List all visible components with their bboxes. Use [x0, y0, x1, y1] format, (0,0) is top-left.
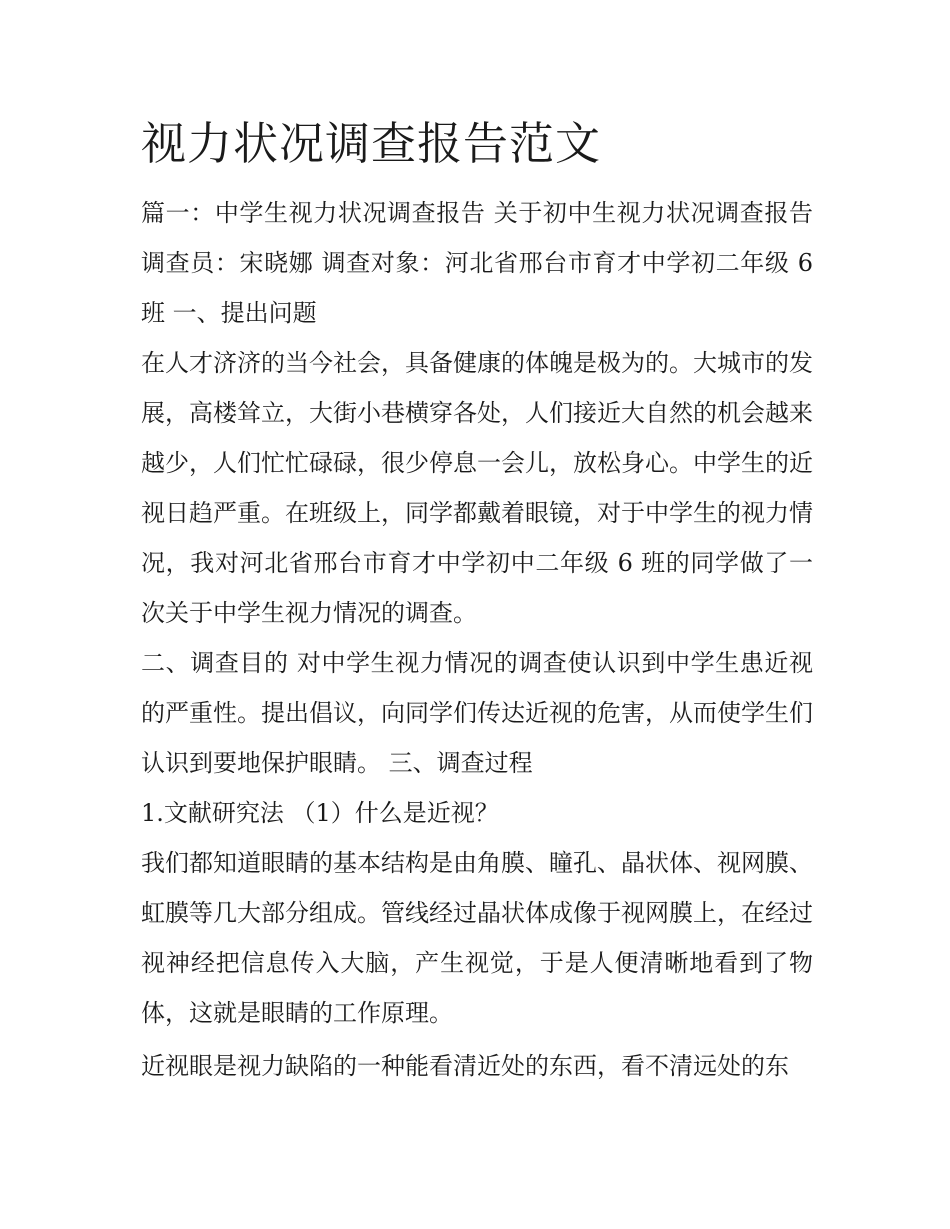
paragraph-myopia: 近视眼是视力缺陷的一种能看清近处的东西，看不清远处的东 [141, 1052, 789, 1080]
document-body [141, 112, 813, 1091]
document-title: 视力状况调查报告范文 [141, 117, 602, 170]
paragraph-background: 在人才济济的当今社会，具备健康的体魄是极为的。大城市的发展，高楼耸立，大街小巷横穿各处，人们接近大自然的机会越来越少，人们忙忙碌碌，很少停息一会儿，放松身心。中学生的近视日趋严重。在班级上，同学都戴着眼镜，对于中学生的视力情况，我对河北省邢台市育才中学初中二年级 6 班的同学做了一次关于中学生视力情况的调查。 [141, 349, 813, 627]
paragraph-purpose: 二、调查目的 对中学生视力情况的调查使认识到中学生患近视的严重性。提出倡议，向同学们传达近视的危害，从而使学生们认识到要地保护眼睛。 三、调查过程 [141, 649, 813, 777]
paragraph-eye-structure: 我们都知道眼睛的基本结构是由角膜、瞳孔、晶状体、视网膜、虹膜等几大部分组成。管线经过晶状体成像于视网膜上，在经过视神经把信息传入大脑，产生视觉，于是人便清晰地看到了物体，这就是眼睛的工作原理。 [141, 849, 813, 1027]
paragraph-method-heading: 1.文献研究法 （1）什么是近视？ [141, 799, 499, 827]
paragraph-intro: 篇一：中学生视力状况调查报告 关于初中生视力状况调查报告 调查员：宋晓娜 调查对象：河北省邢台市育才中学初二年级 6 班 一、提出问题 [141, 199, 813, 327]
